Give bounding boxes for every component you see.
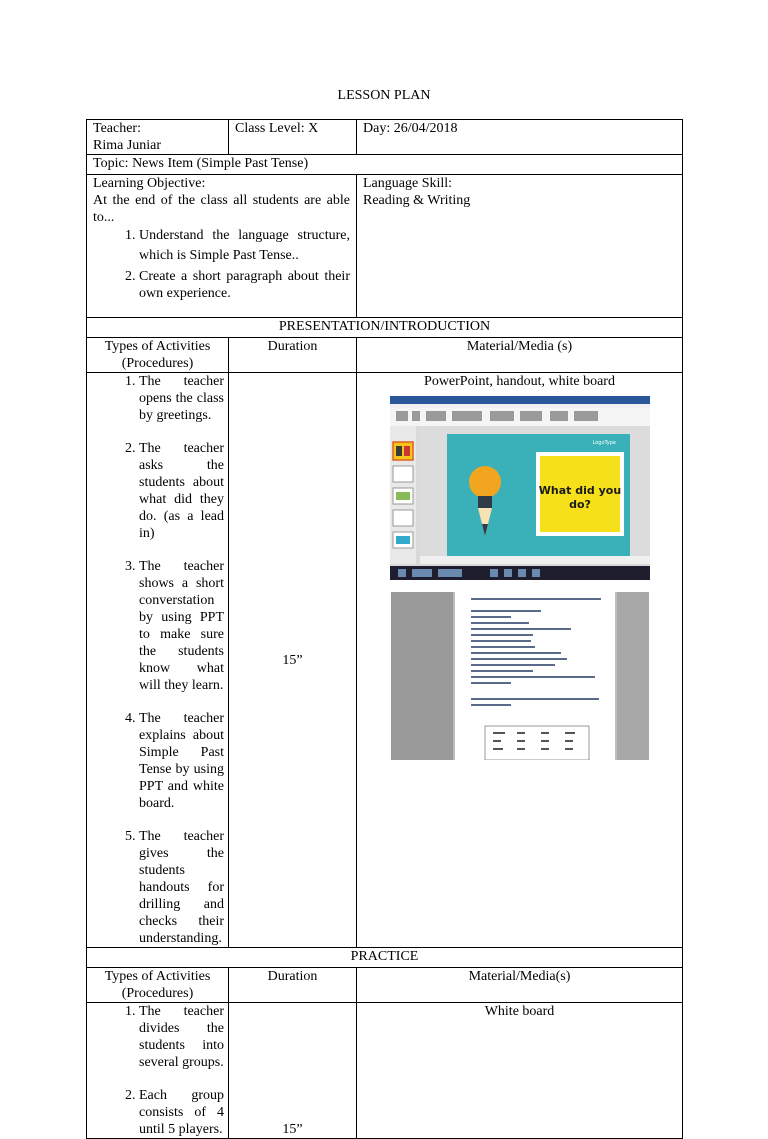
activity-item: 2. The teacher asks the students about what did they do. (as a lead in) (139, 440, 224, 542)
document-title: LESSON PLAN (337, 88, 431, 103)
media-label: PowerPoint, handout, white board (424, 374, 615, 389)
presentation-media-cell (357, 373, 683, 948)
objective-item: 1. Understand the language structure, which is Simple Past Tense.. (139, 226, 350, 266)
lesson-plan-table (86, 119, 683, 1139)
class-level: Class Level: X (229, 120, 357, 155)
presentation-duration (229, 373, 357, 948)
objective-item: 2. Create a short paragraph about their own experience. (139, 268, 350, 302)
objective-list (93, 226, 350, 302)
col-activities: Types of Activities (Procedures) (87, 338, 229, 373)
col-media: Material/Media (s) (357, 338, 683, 373)
objective-cell (87, 175, 357, 318)
teacher-name: Rima Juniar (93, 138, 162, 153)
activity-item: 2. Each group consists of 4 until 5 players. (139, 1087, 224, 1138)
duration-value: 15” (282, 1122, 303, 1137)
col-media: Material/Media(s) (357, 968, 683, 1003)
col-duration: Duration (229, 968, 357, 1003)
activity-item: 3. The teacher shows a short converstation by using PPT to make sure the students know what will they learn. (139, 558, 224, 694)
powerpoint-screenshot (390, 396, 650, 580)
duration-value: 15” (282, 652, 303, 668)
practice-activities-cell (87, 1003, 229, 1139)
day: Day: 26/04/2018 (357, 120, 683, 155)
practice-heading: PRACTICE (87, 948, 683, 968)
col-duration: Duration (229, 338, 357, 373)
presentation-columns-row (87, 338, 683, 373)
language-skill-label: Language Skill: (363, 176, 453, 191)
practice-body-row (87, 1003, 683, 1139)
practice-heading-row (87, 948, 683, 968)
practice-columns-row (87, 968, 683, 1003)
slide-logo: LogoType (592, 440, 616, 446)
activity-item: 1. The teacher opens the class by greetings. (139, 373, 224, 424)
topic: Topic: News Item (Simple Past Tense) (87, 155, 683, 175)
teacher-cell (87, 120, 229, 155)
practice-activity-list (87, 1003, 224, 1138)
header-row (87, 120, 683, 155)
objective-intro: At the end of the class all students are able to... (93, 193, 350, 225)
presentation-body-row (87, 373, 683, 948)
presentation-heading: PRESENTATION/INTRODUCTION (87, 318, 683, 338)
practice-media: White board (357, 1003, 683, 1139)
teacher-label: Teacher: (93, 121, 141, 136)
slide-title-text: What did you (538, 484, 621, 497)
topic-row (87, 155, 683, 175)
presentation-activity-list (87, 373, 224, 947)
language-skill-cell (357, 175, 683, 318)
slide-title-text-2: do? (568, 498, 591, 511)
objective-row (87, 175, 683, 318)
activity-item: 5. The teacher gives the students handouts for drilling and checks their understanding. (139, 828, 224, 947)
col-activities: Types of Activities (Procedures) (87, 968, 229, 1003)
language-skill-value: Reading & Writing (363, 193, 471, 208)
activity-item: 4. The teacher explains about Simple Past Tense by using PPT and white board. (139, 710, 224, 812)
practice-duration (229, 1003, 357, 1139)
activity-item: 1. The teacher divides the students into several groups. (139, 1003, 224, 1071)
handout-screenshot (391, 592, 649, 760)
presentation-heading-row (87, 318, 683, 338)
objective-label: Learning Objective: (93, 176, 206, 191)
presentation-activities-cell (87, 373, 229, 948)
